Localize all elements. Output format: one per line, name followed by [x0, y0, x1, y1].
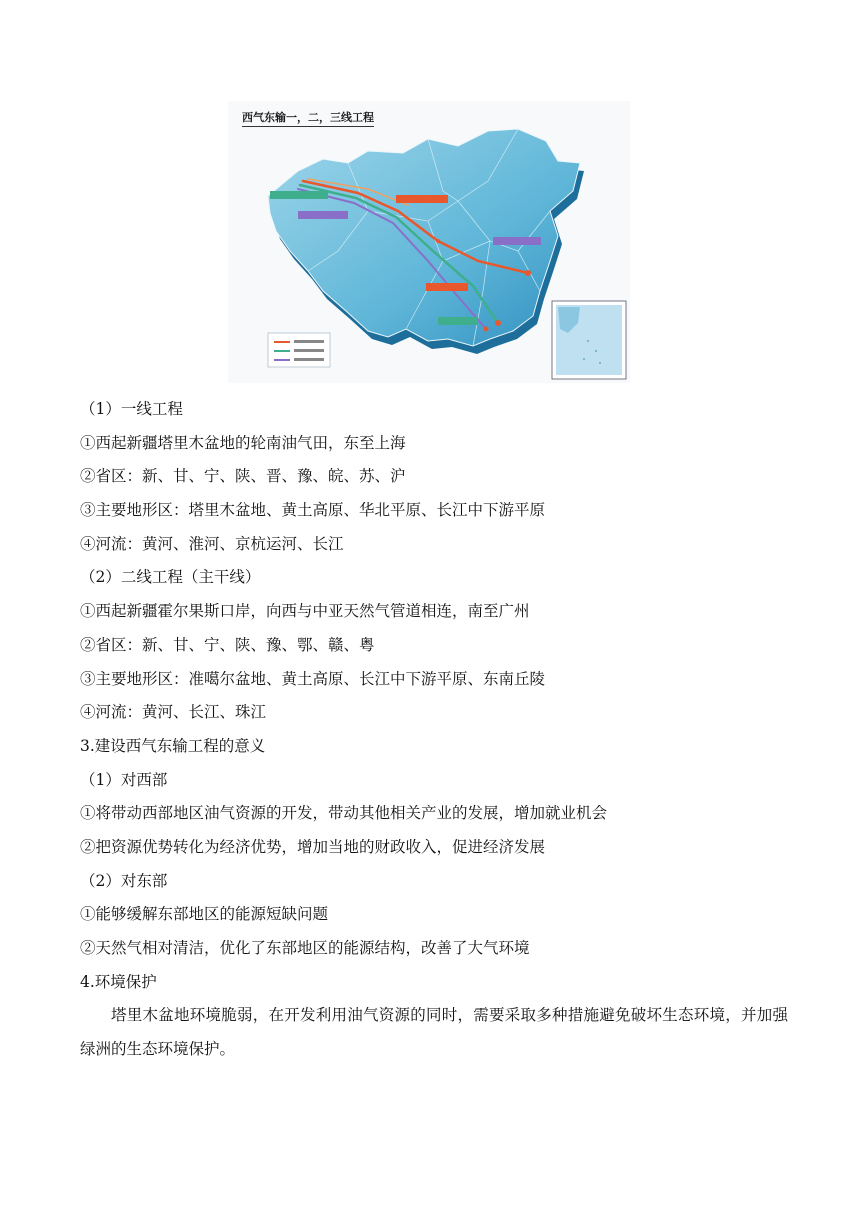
- section-heading: （2）对东部: [80, 871, 168, 890]
- text-line: ③主要地形区：准噶尔盆地、黄土高原、长江中下游平原、东南丘陵: [80, 669, 546, 688]
- section-heading: （2）二线工程（主干线）: [80, 568, 261, 587]
- text-line: ④河流：黄河、淮河、京杭运河、长江: [80, 534, 344, 553]
- section-heading: 4.环境保护: [80, 972, 157, 991]
- text-line: ④河流：黄河、长江、珠江: [80, 703, 267, 722]
- text-line: ②把资源优势转化为经济优势，增加当地的财政收入，促进经济发展: [80, 837, 546, 856]
- section-heading: 3.建设西气东输工程的意义: [80, 736, 266, 755]
- text-line: ③主要地形区：塔里木盆地、黄土高原、华北平原、长江中下游平原: [80, 501, 546, 520]
- section-heading: （1）对西部: [80, 770, 168, 789]
- text-line: ①能够缓解东部地区的能源短缺问题: [80, 905, 329, 924]
- text-line: ①西起新疆塔里木盆地的轮南油气田，东至上海: [80, 433, 406, 452]
- text-line: ②省区：新、甘、宁、陕、豫、鄂、赣、粤: [80, 635, 375, 654]
- pipeline-map-figure: [228, 101, 630, 383]
- section-heading: （1）一线工程: [80, 400, 183, 418]
- text-line: ②天然气相对清洁，优化了东部地区的能源结构，改善了大气环境: [80, 939, 530, 957]
- text-line: ①西起新疆霍尔果斯口岸，向西与中亚天然气管道相连，南至广州: [80, 602, 530, 621]
- china-map-illustration: [228, 101, 630, 383]
- body-paragraph: 塔里木盆地环境脆弱，在开发利用油气资源的同时，需要采取多种措施避免破坏生态环境，并加强绿洲的生态环境保护。: [80, 1006, 788, 1059]
- text-line: ②省区：新、甘、宁、陕、晋、豫、皖、苏、沪: [80, 467, 406, 486]
- figure-title: 西气东输一，二，三线工程: [242, 109, 374, 127]
- text-line: ①将带动西部地区油气资源的开发，带动其他相关产业的发展，增加就业机会: [80, 804, 608, 823]
- document-body: [80, 393, 788, 1067]
